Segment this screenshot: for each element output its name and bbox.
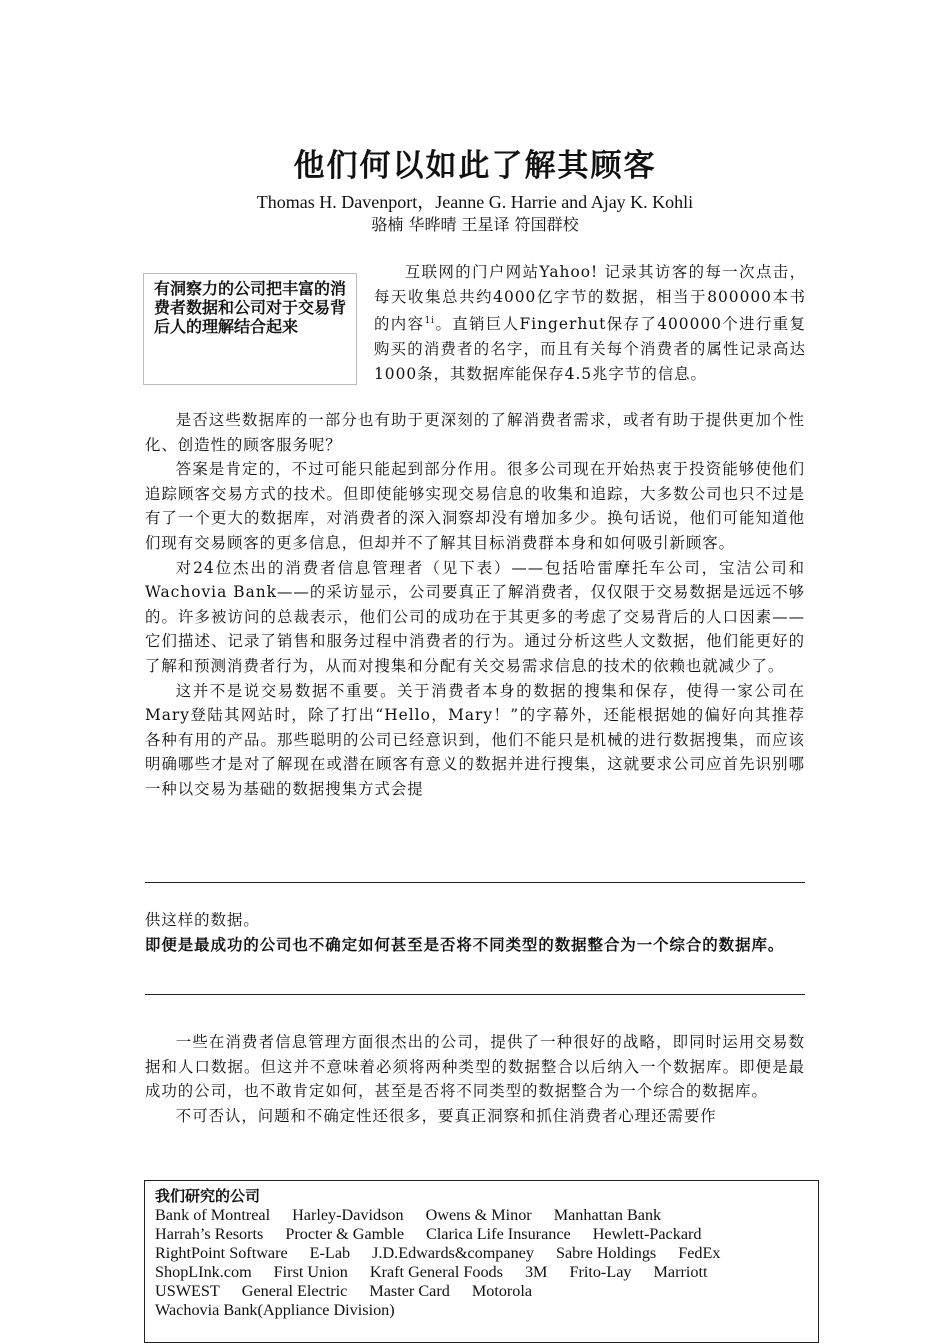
body-paragraph: 是否这些数据库的一部分也有助于更深刻的了解消费者需求，或者有助于提供更加个性化、创造性的顾客服务呢？ xyxy=(145,411,805,454)
article-title: 他们何以如此了解其顾客 xyxy=(293,148,657,184)
company-name: USWEST xyxy=(155,1282,220,1300)
company-name: Manhattan Bank xyxy=(553,1206,662,1224)
body-paragraph: 一些在消费者信息管理方面很杰出的公司，提供了一种很好的战略，即同时运用交易数据和人口数据。但这并不意味着必须将两种类型的数据整合以后纳入一个数据库。即便是最成功的公司，也不敢肯定如何，甚至是否将不同类型的数据整合为一个综合的数据库。 xyxy=(145,1033,805,1101)
body-paragraph: 不可否认，问题和不确定性还很多，要真正洞察和抓住消费者心理还需要作 xyxy=(175,1106,717,1125)
body-paragraph: 这并不是说交易数据不重要。关于消费者本身的数据的搜集和保存，使得一家公司在Mary登陆其网站时，除了打出“Hello，Mary！”的字幕外，还能根据她的偏好向其推荐各种有用的产品。那些聪明的公司已经意识到，他们不能只是机械的进行数据搜集，而应该明确哪些才是对了解现在或潜在顾客有意义的数据并进行搜集，这就要求公司应首先识别哪一种以交易为基础的数据搜集方式会提 xyxy=(145,681,805,798)
company-name: Owens & Minor xyxy=(425,1206,532,1224)
company-name: Master Card xyxy=(369,1282,450,1300)
company-name: Harley-Davidson xyxy=(292,1206,404,1224)
company-name: Sabre Holdings xyxy=(555,1244,657,1262)
continuation-text: 供这样的数据。 xyxy=(145,911,260,929)
company-name: Clarica Life Insurance xyxy=(426,1225,571,1243)
company-name: 3M xyxy=(524,1263,548,1281)
companies-list xyxy=(155,1206,808,1320)
company-name: J.D.Edwards&companey xyxy=(372,1244,534,1262)
article-translators: 骆楠 华晔晴 王星译 符国群校 xyxy=(371,215,579,234)
company-name: FedEx xyxy=(678,1244,721,1262)
main-body xyxy=(145,408,805,802)
companies-heading: 我们研究的公司 xyxy=(155,1187,261,1205)
article-authors: Thomas H. Davenport，Jeanne G. Harrie and Ajay K. Kohli xyxy=(256,192,694,212)
company-name: Bank of Montreal xyxy=(155,1206,271,1224)
intro-paragraph xyxy=(374,260,806,386)
companies-box xyxy=(144,1180,819,1343)
body-after-quote xyxy=(145,1030,805,1128)
pull-quote: 即便是最成功的公司也不确定如何甚至是否将不同类型的数据整合为一个综合的数据库。 xyxy=(145,936,785,954)
company-name: Motorola xyxy=(471,1282,533,1300)
body-paragraph: 答案是肯定的，不过可能只能起到部分作用。很多公司现在开始热衷于投资能够使他们追踪顾客交易方式的技术。但即使能够实现交易信息的收集和追踪，大多数公司也只不过是有了一个更大的数据库，对消费者的深入洞察却没有增加多少。换句话说，他们可能知道他们现有交易顾客的更多信息，但却并不了解其目标消费群本身和如何吸引新顾客。 xyxy=(145,460,805,552)
footnote-mark: 1i xyxy=(424,316,436,327)
pull-quote-bottom-rule xyxy=(145,994,805,995)
company-name: Frito-Lay xyxy=(569,1263,632,1281)
company-name: Harrah’s Resorts xyxy=(155,1225,264,1243)
intro-text-part2: 。直销巨人Fingerhut保存了400000个进行重复购买的消费者的名字，而且有关每个消费者的属性记录高达1000条，其数据库能保存4.5兆字节的信息。 xyxy=(374,315,806,383)
body-paragraph: 对24位杰出的消费者信息管理者（见下表）——包括哈雷摩托车公司，宝洁公司和Wachovia Bank——的采访显示，公司要真正了解消费者，仅仅限于交易数据是远远不够的。许多被访问的总裁表示，他们公司的成功在于其更多的考虑了交易背后的人口因素——它们描述、记录了销售和服务过程中消费者的行为。通过分析这些人文数据，他们能更好的了解和预测消费者行为，从而对搜集和分配有关交易需求信息的技术的依赖也就减少了。 xyxy=(145,558,805,675)
company-name: Hewlett-Packard xyxy=(592,1225,702,1243)
intro-text-part1: 互联网的门户网站Yahoo! 记录其访客的每一次点击，每天收集总共约4000亿字节的数据，相当于800000本书的内容 xyxy=(374,263,806,334)
company-name: Procter & Gamble xyxy=(285,1225,405,1243)
sidebar-callout: 有洞察力的公司把丰富的消费者数据和公司对于交易背后人的理解结合起来 xyxy=(143,273,357,385)
company-name: E-Lab xyxy=(309,1244,351,1262)
company-name: RightPoint Software xyxy=(155,1244,288,1262)
company-name: Marriott xyxy=(653,1263,708,1281)
company-name: ShopLInk.com xyxy=(155,1263,252,1281)
company-name: First Union xyxy=(273,1263,348,1281)
pull-quote-top-rule xyxy=(145,882,805,883)
company-name: Wachovia Bank(Appliance Division) xyxy=(155,1301,395,1319)
company-name: Kraft General Foods xyxy=(369,1263,503,1281)
company-name: General Electric xyxy=(241,1282,348,1300)
